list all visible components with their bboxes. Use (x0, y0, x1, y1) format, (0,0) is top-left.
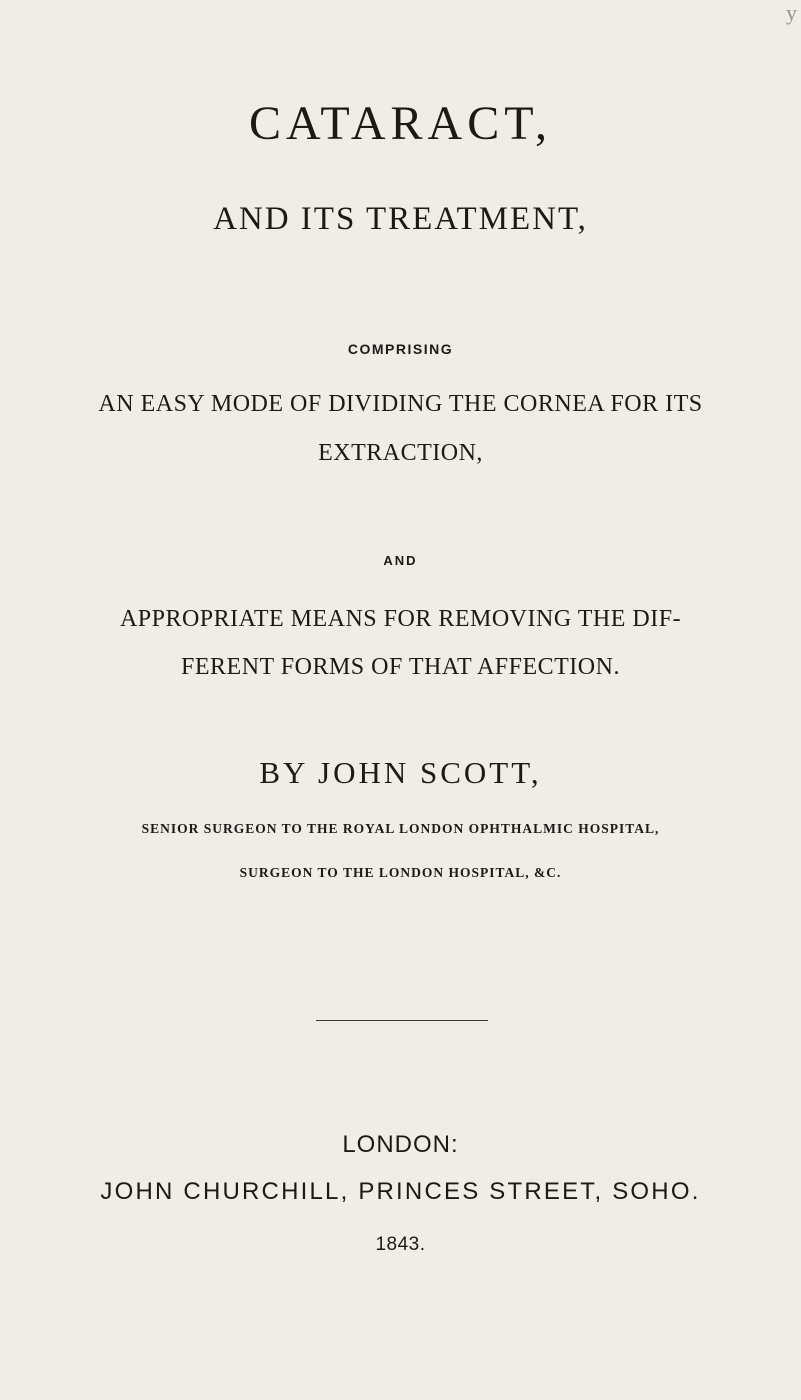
description-line-1: AN EASY MODE OF DIVIDING THE CORNEA FOR ITS (98, 391, 703, 417)
author-line: BY JOHN SCOTT, (259, 755, 542, 790)
imprint-publisher: JOHN CHURCHILL, PRINCES STREET, SOHO. (100, 1178, 701, 1205)
imprint-place: LONDON: (342, 1131, 459, 1158)
comprising-label: COMPRISING (347, 341, 454, 357)
section-divider (316, 1020, 488, 1021)
and-label: AND (383, 553, 418, 568)
book-title: CATARACT, (249, 97, 552, 150)
description-line-3: APPROPRIATE MEANS FOR REMOVING THE DIF- (119, 606, 682, 632)
author-credential-1: SENIOR SURGEON TO THE ROYAL LONDON OPHTHALMIC HOSPITAL, (141, 821, 660, 836)
corner-pencil-mark: y (786, 0, 797, 25)
imprint-year: 1843. (375, 1234, 426, 1255)
book-subtitle: AND ITS TREATMENT, (213, 201, 588, 237)
description-line-4: FERENT FORMS OF THAT AFFECTION. (181, 654, 620, 680)
author-credential-2: SURGEON TO THE LONDON HOSPITAL, &C. (239, 865, 562, 880)
description-line-2: EXTRACTION, (318, 440, 483, 466)
